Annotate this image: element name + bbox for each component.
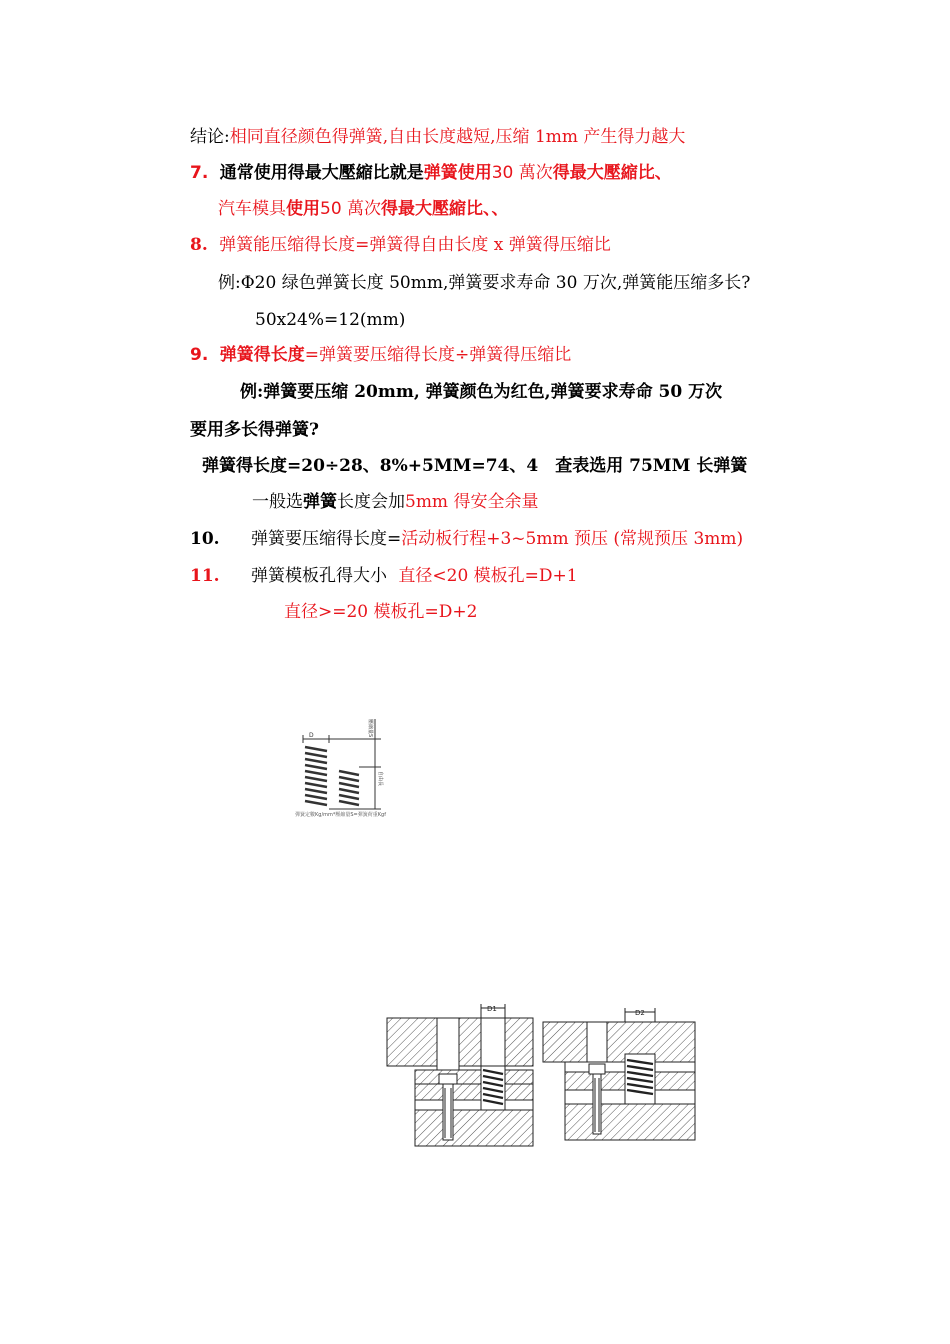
conclusion-text: 相同直径颜色得弹簧,自由长度越短,压缩 1mm 产生得力越大 (229, 127, 686, 147)
figure2-label-d2: D2 (635, 1009, 645, 1017)
item-9-text-a: 弹簧得长度 (219, 345, 305, 365)
item-7-line-1 (190, 162, 672, 184)
item-7-line2-c: 50 萬 (320, 199, 365, 219)
item-8-example: 例:Φ20 绿色弹簧长度 50mm,弹簧要求寿命 30 万次,弹簧能压缩多长? (218, 273, 751, 293)
item-11-text-b: 直径<20 模板孔=D+1 (398, 566, 578, 586)
item-7-line2-a: 汽车模具 (218, 199, 286, 219)
spring-compression-figure (295, 715, 425, 820)
item-9-example-2: 要用多长得弹簧? (190, 420, 319, 440)
conclusion-line (190, 126, 685, 148)
item-9-note-d: 5mm 得安全余量 (405, 492, 539, 512)
item-8-text: 弹簧能压缩得长度=弹簧得自由长度 x 弹簧得压缩比 (219, 235, 611, 255)
mold-plate-spring-figure (385, 1000, 700, 1152)
item-9-note-b: 弹簧 (303, 492, 337, 512)
item-8-line (190, 234, 611, 256)
figure1-caption: 彈簧定數Kg/mm*壓縮量S=彈簧荷重Kgf (295, 812, 386, 818)
item-11-text-c: 直径>=20 模板孔=D+2 (284, 602, 478, 622)
item-7-number: 7. (190, 163, 209, 183)
item-8-number: 8. (190, 235, 208, 255)
item-7-line-2 (218, 198, 509, 220)
item-7-text-b: 弹簧使用 (423, 163, 492, 183)
item-10-line (190, 528, 743, 550)
item-9-line (190, 344, 571, 366)
item-7-text-a: 通常使用得最大壓縮比就是 (219, 163, 424, 183)
item-11-text-a: 弹簧模板孔得大小 (250, 566, 387, 586)
figure1-label-d: D (309, 732, 314, 739)
item-9-number: 9. (190, 345, 209, 365)
item-9-note-c: 长度会加 (337, 492, 405, 512)
item-9-text-b: =弹簧要压缩得长度÷弹簧得压缩比 (304, 345, 572, 365)
item-9-note-a: 一般选 (252, 492, 303, 512)
item-9-example-1: 例:弹簧要压缩 20mm, 弹簧颜色为红色,弹簧要求寿命 50 万次 (240, 382, 723, 402)
figure1-label-side1: 壓縮量S (367, 719, 373, 738)
item-11-number: 11. (190, 566, 220, 586)
item-10-text-a: 弹簧要压缩得长度= (250, 529, 402, 549)
figure1-label-side2: 自由長 (377, 771, 383, 787)
item-7-line2-d: 次 (364, 199, 382, 219)
item-7-text-e: 得最大壓縮比、 (552, 163, 672, 183)
item-8-calc: 50x24%=12(mm) (255, 310, 406, 330)
item-11-line (190, 565, 578, 587)
item-9-calc: 弹簧得长度=20÷28、8%+5MM=74、4 查表选用 75MM 长弹簧 (202, 456, 748, 476)
item-7-line2-e: 得最大壓縮比、、 (381, 199, 509, 219)
item-7-text-c: 30 萬 (491, 163, 536, 183)
conclusion-label: 结论: (190, 127, 230, 147)
item-10-number: 10. (190, 529, 220, 549)
item-9-note (252, 491, 538, 513)
item-7-text-d: 次 (535, 163, 553, 183)
figure2-label-d1: D1 (487, 1005, 497, 1013)
item-7-line2-b: 使用 (286, 199, 320, 219)
item-10-text-b: 活动板行程+3~5mm 预压 (常规预压 3mm) (401, 529, 744, 549)
